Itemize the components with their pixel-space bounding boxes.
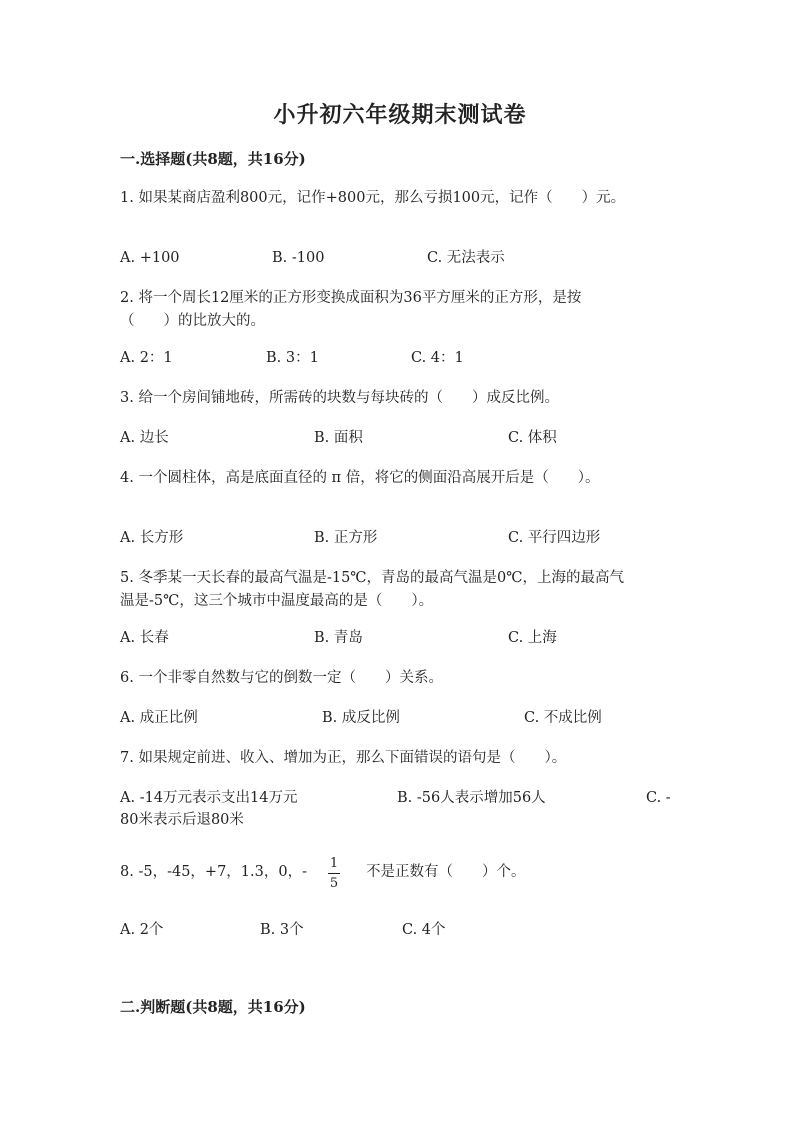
question-3-option-a: A. 边长 xyxy=(120,430,169,446)
question-7-option-c: C. - xyxy=(646,790,671,806)
question-1-option-b: B. -100 xyxy=(272,250,325,266)
page-title: 小升初六年级期末测试卷 xyxy=(273,102,527,128)
question-5-option-a: A. 长春 xyxy=(120,630,169,646)
question-4-option-b: B. 正方形 xyxy=(314,530,378,546)
question-8-option-b: B. 3个 xyxy=(260,922,304,938)
fraction-numerator: 1 xyxy=(329,856,339,871)
question-5-stem-line-2: 温是-5℃，这三个城市中温度最高的是（ ）。 xyxy=(120,593,434,609)
question-6-stem: 6. 一个非零自然数与它的倒数一定（ ）关系。 xyxy=(120,670,443,686)
section-heading-choice: 一.选择题(共8题，共16分) xyxy=(120,150,306,168)
question-8-option-a: A. 2个 xyxy=(120,922,164,938)
question-5-option-c: C. 上海 xyxy=(508,630,557,646)
question-8-option-c: C. 4个 xyxy=(402,922,446,938)
question-1-stem: 1. 如果某商店盈利800元，记作+800元，那么亏损100元，记作（ ）元。 xyxy=(120,190,626,206)
question-1-option-c: C. 无法表示 xyxy=(427,250,505,266)
question-2-option-c: C. 4：1 xyxy=(411,350,464,366)
question-2-stem-line-2: （ ）的比放大的。 xyxy=(120,313,265,329)
question-4-stem: 4. 一个圆柱体，高是底面直径的 π 倍，将它的侧面沿高展开后是（ ）。 xyxy=(120,470,600,486)
question-3-stem: 3. 给一个房间铺地砖，所需砖的块数与每块砖的（ ）成反比例。 xyxy=(120,390,559,406)
question-4-option-c: C. 平行四边形 xyxy=(508,530,601,546)
question-6-option-a: A. 成正比例 xyxy=(120,710,198,726)
question-1-option-a: A. +100 xyxy=(120,250,180,266)
question-3-option-c: C. 体积 xyxy=(508,430,557,446)
question-3-option-b: B. 面积 xyxy=(314,430,363,446)
question-4-option-a: A. 长方形 xyxy=(120,530,184,546)
question-8-stem-after-fraction: 不是正数有（ ）个。 xyxy=(366,864,526,880)
question-8-stem-before-fraction: 8. -5，-45，+7，1.3，0，- xyxy=(120,864,307,880)
question-2-stem-line-1: 2. 将一个周长12厘米的正方形变换成面积为36平方厘米的正方形，是按 xyxy=(120,290,582,306)
question-7-option-a: A. -14万元表示支出14万元 xyxy=(120,790,298,806)
question-6-option-c: C. 不成比例 xyxy=(524,710,602,726)
question-7-option-b: B. -56人表示增加56人 xyxy=(397,790,546,806)
question-6-option-b: B. 成反比例 xyxy=(322,710,400,726)
question-7-option-c-continued: 80米表示后退80米 xyxy=(120,812,244,828)
fraction-bar xyxy=(328,873,340,874)
question-8-fraction xyxy=(328,856,340,891)
question-5-stem-line-1: 5. 冬季某一天长春的最高气温是-15℃，青岛的最高气温是0℃，上海的最高气 xyxy=(120,570,624,586)
question-2-option-a: A. 2：1 xyxy=(120,350,173,366)
section-heading-true-false: 二.判断题(共8题，共16分) xyxy=(120,998,306,1016)
question-5-option-b: B. 青岛 xyxy=(314,630,363,646)
question-2-option-b: B. 3：1 xyxy=(266,350,319,366)
question-7-stem: 7. 如果规定前进、收入、增加为正，那么下面错误的语句是（ ）。 xyxy=(120,750,567,766)
fraction-denominator: 5 xyxy=(329,876,339,891)
